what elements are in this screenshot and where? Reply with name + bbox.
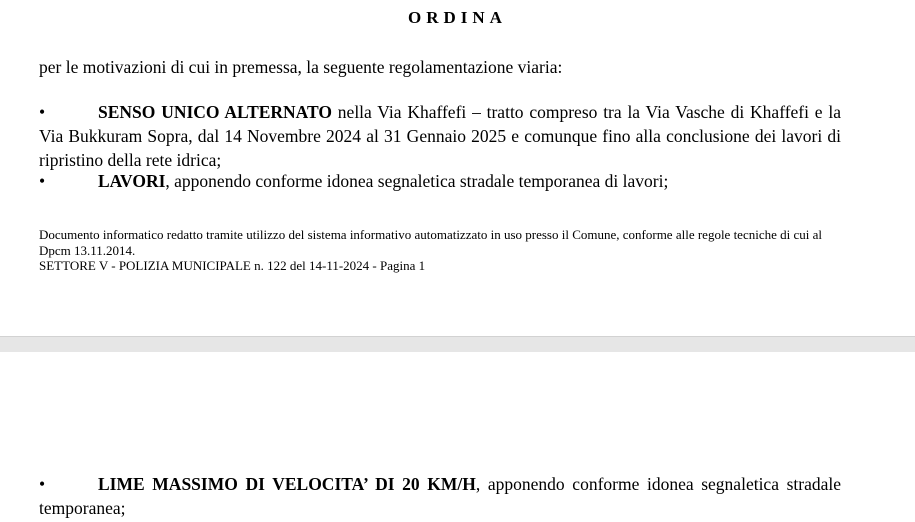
list-item-bold: LAVORI <box>98 171 166 191</box>
list-item-bold: SENSO UNICO ALTERNATO <box>98 102 332 122</box>
document-page-2 <box>0 352 915 522</box>
page-separator <box>0 336 915 353</box>
document-footer <box>39 227 841 274</box>
footer-disclaimer: Documento informatico redatto tramite utilizzo del sistema informativo automatizzato in uso presso il Comune, conforme alle regole tecniche di cui al Dpcm 13.11.2014. <box>39 227 823 258</box>
bullet-marker: • <box>39 474 46 494</box>
list-item-text: nella Via Khaffefi – tratto compreso tra la Via Vasche di Khaffefi e la Via Bukkuram Sopra, dal 14 Novembre 2024 al 31 Gennaio 2025 e comunque fino alla conclusione dei lavori di ripristino della rete idrica; <box>39 102 841 170</box>
list-item-text: , apponendo conforme idonea segnaletica stradale temporanea di lavori; <box>165 171 669 191</box>
list-item-senso-unico <box>39 100 841 172</box>
bullet-marker: • <box>39 102 46 122</box>
bullet-marker: • <box>39 171 46 191</box>
intro-paragraph: per le motivazioni di cui in premessa, la seguente regolamentazione viaria: <box>39 57 563 77</box>
list-item-lavori <box>39 169 841 193</box>
ordina-heading: ORDINA <box>408 8 507 27</box>
list-item-limite-velocita <box>39 472 841 520</box>
list-item-bold: LIME MASSIMO DI VELOCITA’ DI 20 KM/H <box>98 474 476 494</box>
list-item-text: , apponendo conforme idonea segnaletica stradale temporanea; <box>39 474 841 518</box>
footer-page-reference: SETTORE V - POLIZIA MUNICIPALE n. 122 del 14-11-2024 - Pagina 1 <box>39 258 426 273</box>
